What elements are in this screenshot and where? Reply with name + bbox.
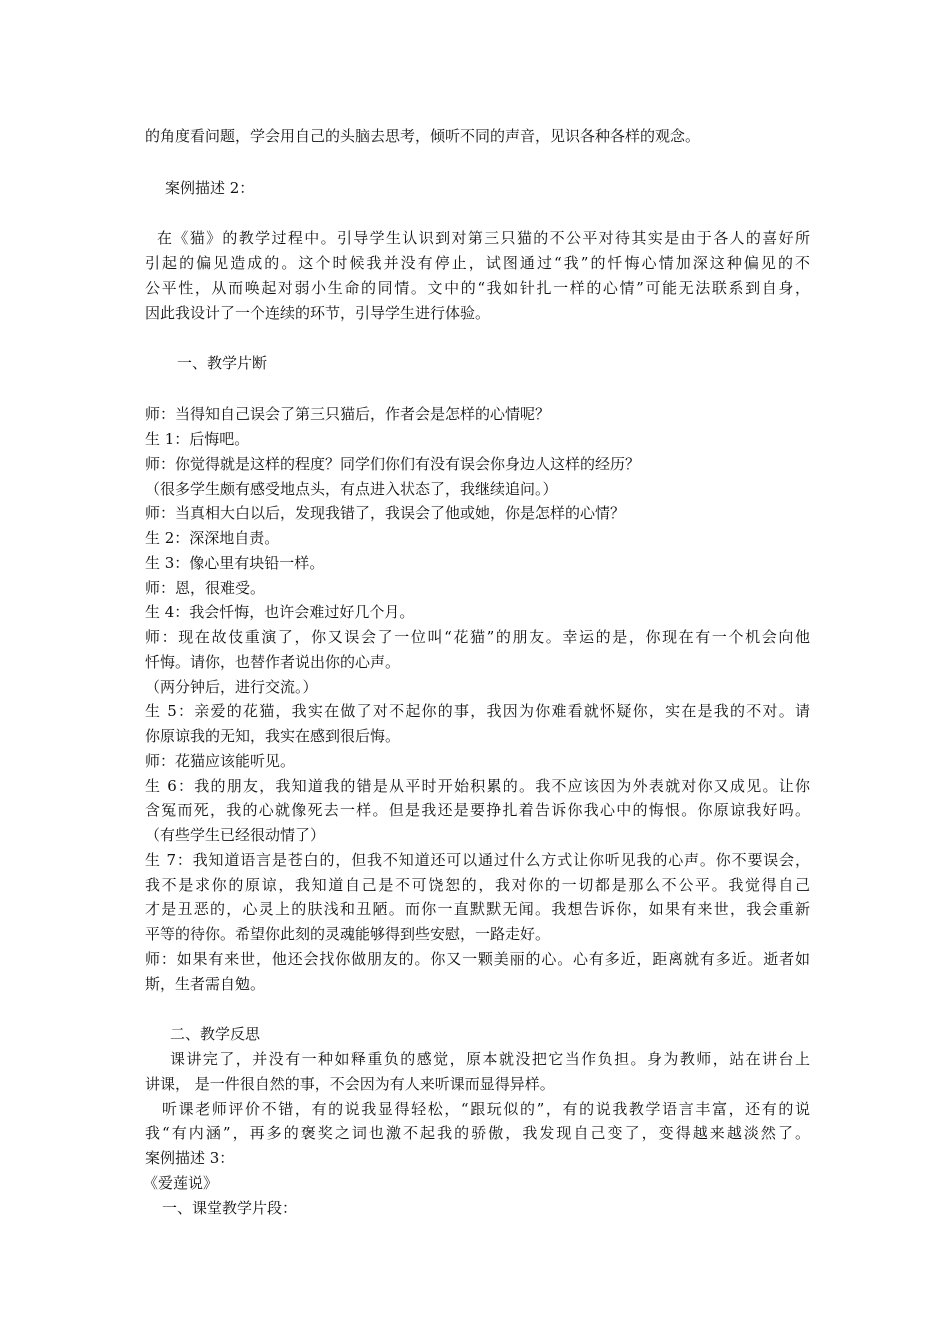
case2-heading: 案例描述 2： (165, 179, 255, 197)
case3-section1-title: 一、课堂教学片段： (162, 1199, 298, 1217)
dialogue-line: 生 2：深深地自责。 (145, 529, 280, 547)
dialogue-line: 生 5：亲爱的花猫，我实在做了对不起你的事，我因为你难看就怀疑你，实在是我的不对。请 (145, 702, 810, 720)
case2-intro-line: 因此我设计了一个连续的环节，引导学生进行体验。 (145, 304, 491, 322)
reflection-line: 讲课， 是一件很自然的事，不会因为有人来听课而显得异样。 (145, 1075, 555, 1093)
dialogue-line: 忏悔。请你，也替作者说出你的心声。 (145, 653, 401, 671)
case3-title: 《爱莲说》 (143, 1174, 219, 1192)
case3-heading: 案例描述 3： (145, 1149, 235, 1167)
dialogue-line: 生 3：像心里有块铅一样。 (145, 554, 325, 572)
case2-section2-title: 二、教学反思 (170, 1025, 261, 1043)
dialogue-line: （两分钟后，进行交流。） (145, 678, 318, 696)
dialogue-line: 师：如果有来世，他还会找你做朋友的。你又一颗美丽的心。心有多近，距离就有多近。逝者如 (145, 950, 810, 968)
reflection-line: 课讲完了，并没有一种如释重负的感觉，原本就没把它当作负担。身为教师，站在讲台上 (170, 1050, 810, 1068)
dialogue-line: 生 1：后悔吧。 (145, 430, 250, 448)
dialogue-line: 师：你觉得就是这样的程度？同学们你们有没有误会你身边人这样的经历？ (145, 455, 641, 473)
dialogue-line: 生 4：我会忏悔，也许会难过好几个月。 (145, 603, 415, 621)
dialogue-line: 师：当得知自己误会了第三只猫后，作者会是怎样的心情呢？ (145, 405, 551, 423)
continuation-text: 的角度看问题，学会用自己的头脑去思考，倾听不同的声音，见识各种各样的观念。 (145, 127, 701, 145)
dialogue-line: 你原谅我的无知，我实在感到很后悔。 (145, 727, 401, 745)
dialogue-line: 平等的待你。希望你此刻的灵魂能够得到些安慰，一路走好。 (145, 925, 551, 943)
case2-intro-line: 引起的偏见造成的。这个时候我并没有停止，试图通过“我”的忏悔心情加深这种偏见的不 (145, 254, 810, 272)
dialogue-line: 师：当真相大白以后，发现我错了，我误会了他或她，你是怎样的心情？ (145, 504, 626, 522)
dialogue-line: （很多学生颇有感受地点头，有点进入状态了，我继续追问。） (145, 480, 558, 498)
dialogue-line: 斯，生者需自勉。 (145, 975, 266, 993)
dialogue-line: 含冤而死，我的心就像死去一样。但是我还是要挣扎着告诉你我心中的悔恨。你原谅我好吗。 (145, 801, 810, 819)
dialogue-line: 我不是求你的原谅，我知道自己是不可饶恕的，我对你的一切都是那么不公平。我觉得自己 (145, 876, 810, 894)
reflection-line: 听课老师评价不错，有的说我显得轻松，“跟玩似的”，有的说我教学语言丰富，还有的说 (162, 1100, 810, 1118)
dialogue-line: 师：恩，很难受。 (145, 579, 266, 597)
case2-section1-title: 一、教学片断 (177, 354, 268, 372)
dialogue-line: 师：花猫应该能听见。 (145, 752, 296, 770)
dialogue-line: （有些学生已经很动情了） (145, 826, 326, 844)
dialogue-line: 才是丑恶的，心灵上的肤浅和丑陋。而你一直默默无闻。我想告诉你，如果有来世，我会重新 (145, 900, 810, 918)
reflection-line: 我“有内涵”，再多的褒奖之词也激不起我的骄傲，我发现自己变了，变得越来越淡然了。 (145, 1124, 810, 1142)
dialogue-line: 生 7：我知道语言是苍白的，但我不知道还可以通过什么方式让你听见我的心声。你不要误会， (145, 851, 810, 869)
case2-intro-line: 公平性，从而唤起对弱小生命的同情。文中的“我如针扎一样的心情”可能无法联系到自身， (145, 279, 810, 297)
dialogue-line: 生 6：我的朋友，我知道我的错是从平时开始积累的。我不应该因为外表就对你又成见。让你 (145, 777, 810, 795)
case2-intro-line: 在《猫》的教学过程中。引导学生认识到对第三只猫的不公平对待其实是由于各人的喜好所 (157, 229, 810, 247)
dialogue-line: 师：现在故伎重演了，你又误会了一位叫“花猫”的朋友。幸运的是，你现在有一个机会向他 (145, 628, 810, 646)
